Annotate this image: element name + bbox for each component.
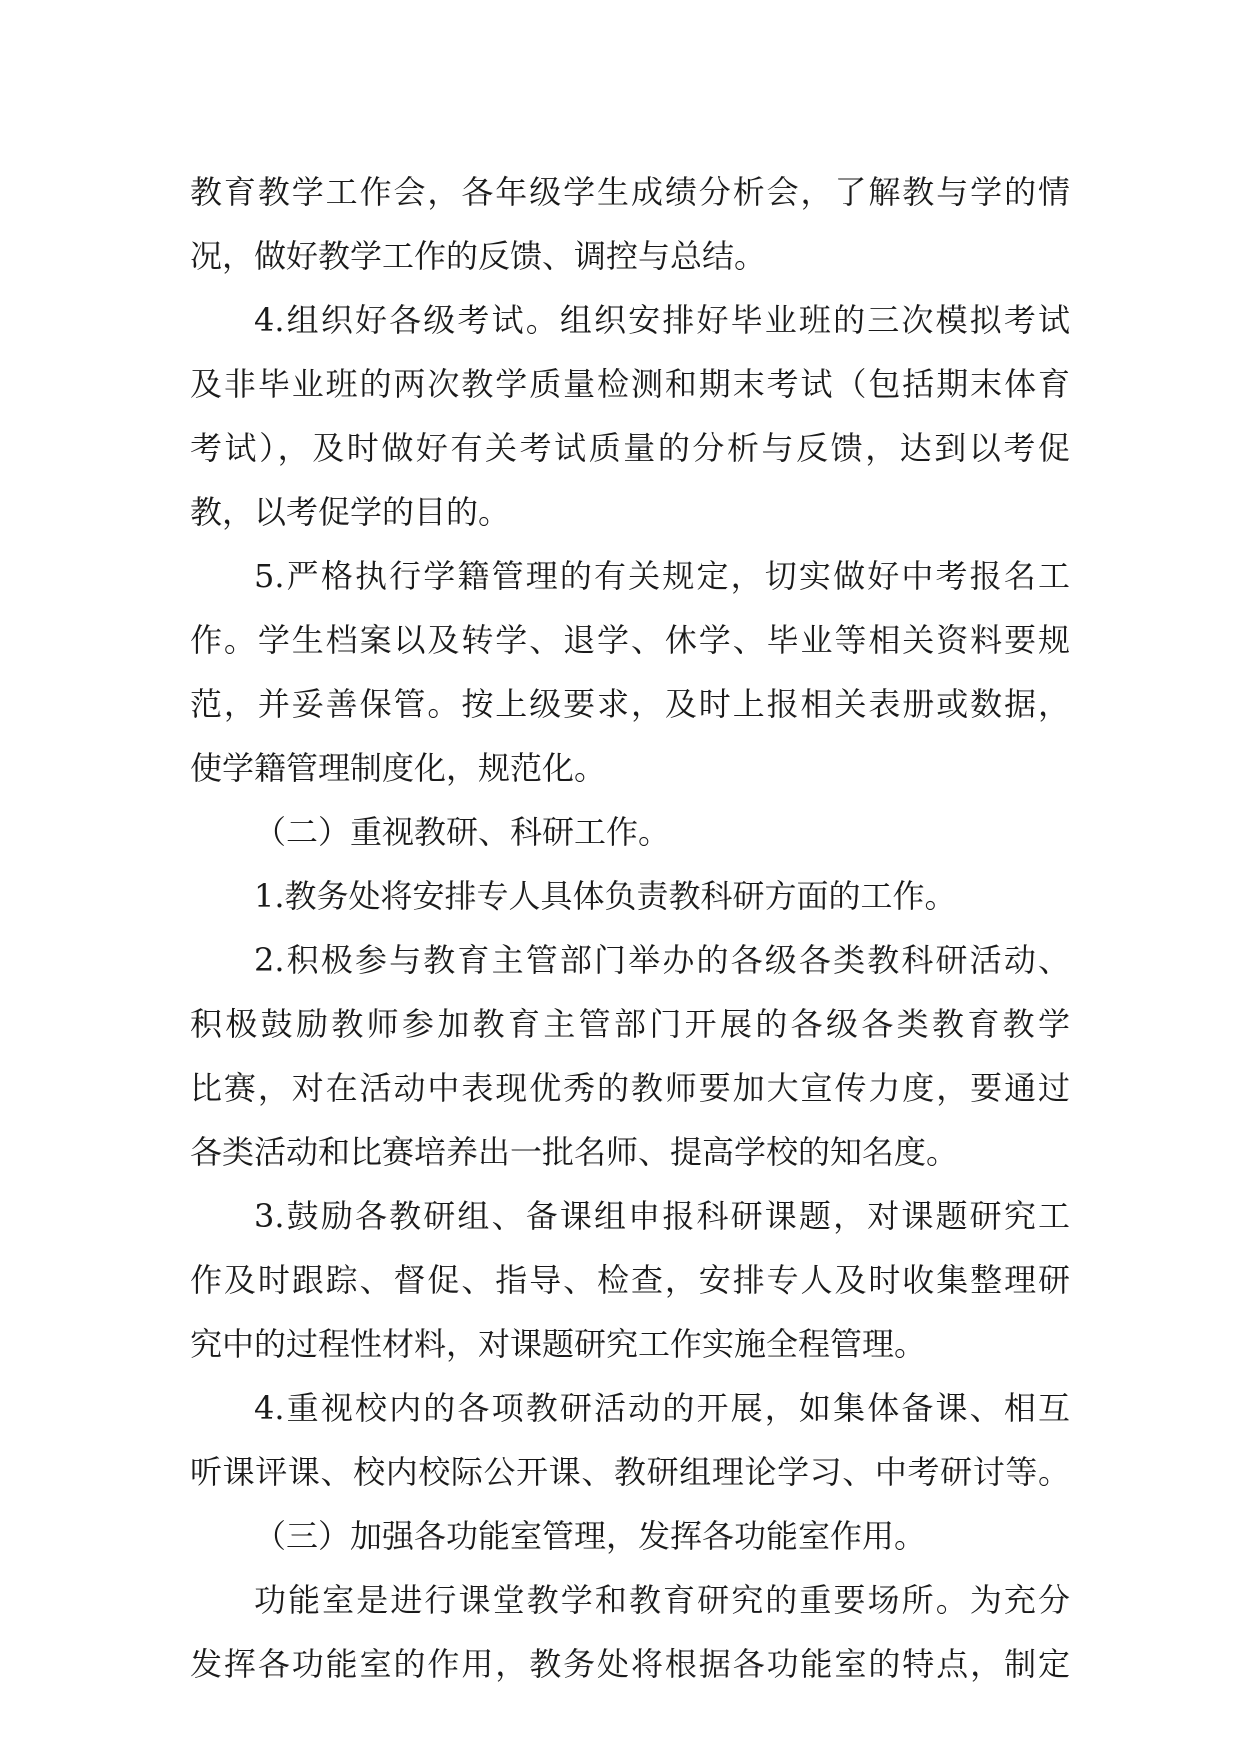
text-line: 究中的过程性材料，对课题研究工作实施全程管理。 [190, 1325, 927, 1363]
text-line: 教育教学工作会，各年级学生成绩分析会，了解教与学的情 [190, 173, 1070, 211]
text-line: 作。学生档案以及转学、退学、休学、毕业等相关资料要规 [190, 621, 1070, 659]
text-line: 范，并妥善保管。按上级要求，及时上报相关表册或数据， [190, 685, 1070, 723]
text-line: 考试），及时做好有关考试质量的分析与反馈，达到以考促 [190, 429, 1070, 467]
text-line: 3.鼓励各教研组、备课组申报科研课题，对课题研究工 [254, 1197, 1070, 1235]
text-line: 听课评课、校内校际公开课、教研组理论学习、中考研讨等。 [190, 1453, 1070, 1491]
text-line: 发挥各功能室的作用，教务处将根据各功能室的特点，制定 [190, 1645, 1070, 1683]
text-line: 比赛，对在活动中表现优秀的教师要加大宣传力度，要通过 [190, 1069, 1070, 1107]
text-line: 功能室是进行课堂教学和教育研究的重要场所。为充分 [254, 1581, 1070, 1619]
text-line: 5.严格执行学籍管理的有关规定，切实做好中考报名工 [254, 557, 1070, 595]
document-body [190, 160, 1070, 1696]
text-line: 教，以考促学的目的。 [190, 493, 511, 531]
text-line: 各类活动和比赛培养出一批名师、提高学校的知名度。 [190, 1133, 959, 1171]
text-line: 2.积极参与教育主管部门举办的各级各类教科研活动、 [254, 941, 1070, 979]
text-line: 使学籍管理制度化，规范化。 [190, 749, 607, 787]
text-line: 积极鼓励教师参加教育主管部门开展的各级各类教育教学 [190, 1005, 1070, 1043]
section-heading: （二）重视教研、科研工作。 [254, 813, 671, 851]
section-heading: （三）加强各功能室管理，发挥各功能室作用。 [254, 1517, 927, 1555]
text-line: 及非毕业班的两次教学质量检测和期末考试（包括期末体育 [190, 365, 1070, 403]
text-line: 4.组织好各级考试。组织安排好毕业班的三次模拟考试 [254, 301, 1070, 339]
text-line: 4.重视校内的各项教研活动的开展，如集体备课、相互 [254, 1389, 1070, 1427]
text-line: 况，做好教学工作的反馈、调控与总结。 [190, 237, 767, 275]
text-line: 1.教务处将安排专人具体负责教科研方面的工作。 [254, 877, 957, 915]
text-line: 作及时跟踪、督促、指导、检查，安排专人及时收集整理研 [190, 1261, 1070, 1299]
